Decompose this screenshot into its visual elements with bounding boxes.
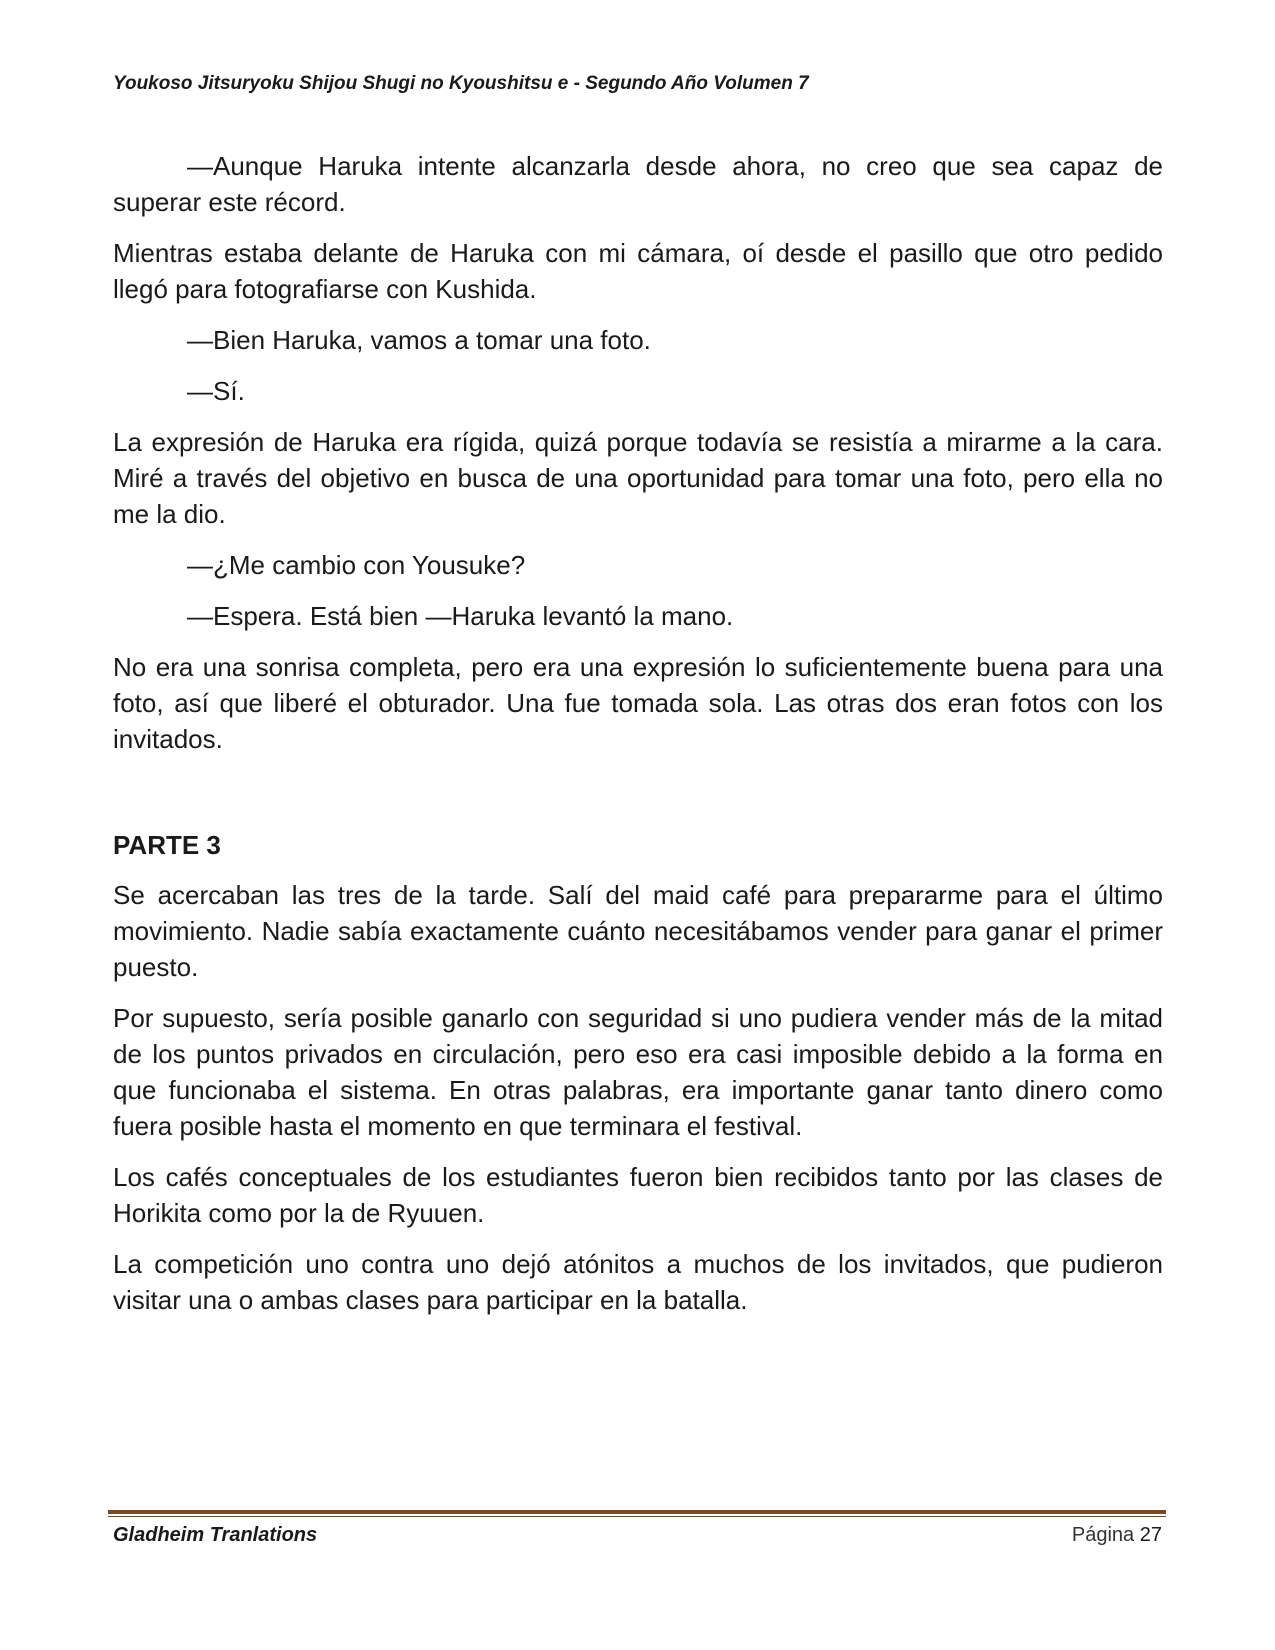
header-title: Youkoso Jitsuryoku Shijou Shugi no Kyoushitsu e - Segundo Año Volumen 7 (113, 73, 809, 94)
footer-divider (108, 1510, 1166, 1514)
footer-divider-thin (108, 1516, 1166, 1517)
paragraph-dialog: —Sí. (187, 376, 245, 406)
section-heading: PARTE 3 (113, 830, 221, 860)
paragraph: La expresión de Haruka era rígida, quizá porque todavía se resistía a mirarme a la cara. Miré a través del objetivo en busca de una oportunidad para tomar una foto, pero ella no me la dio. (113, 427, 1163, 529)
page-number (1072, 1524, 1162, 1547)
paragraph-dialog: —Aunque Haruka intente alcanzarla desde ahora, no creo que sea capaz de superar este récord. (113, 151, 1163, 217)
paragraph: Los cafés conceptuales de los estudiantes fueron bien recibidos tanto por las clases de Horikita como por la de Ryuuen. (113, 1162, 1163, 1228)
footer-credit: Gladheim Tranlations (113, 1524, 318, 1546)
page-number-value: 27 (1139, 1524, 1162, 1546)
page-content (113, 148, 1163, 1333)
paragraph-dialog: —¿Me cambio con Yousuke? (187, 550, 526, 580)
paragraph: No era una sonrisa completa, pero era una expresión lo suficientemente buena para una foto, así que liberé el obturador. Una fue tomada sola. Las otras dos eran fotos con los invitados. (113, 652, 1163, 754)
page-label: Página (1071, 1524, 1135, 1546)
paragraph: Por supuesto, sería posible ganarlo con seguridad si uno pudiera vender más de la mitad de los puntos privados en circulación, pero eso era casi imposible debido a la forma en que funcionaba el sistema. En otras palabras, era importante ganar tanto dinero como fuera posible hasta el momento en que terminara el festival. (113, 1003, 1163, 1141)
paragraph: Mientras estaba delante de Haruka con mi cámara, oí desde el pasillo que otro pedido llegó para fotografiarse con Kushida. (113, 238, 1163, 304)
paragraph-dialog: —Espera. Está bien —Haruka levantó la mano. (187, 601, 734, 631)
paragraph-dialog: —Bien Haruka, vamos a tomar una foto. (187, 325, 651, 355)
paragraph: La competición uno contra uno dejó atónitos a muchos de los invitados, que pudieron visitar una o ambas clases para participar en la batalla. (113, 1249, 1163, 1315)
paragraph: Se acercaban las tres de la tarde. Salí del maid café para prepararme para el último movimiento. Nadie sabía exactamente cuánto necesitábamos vender para ganar el primer puesto. (113, 880, 1163, 982)
